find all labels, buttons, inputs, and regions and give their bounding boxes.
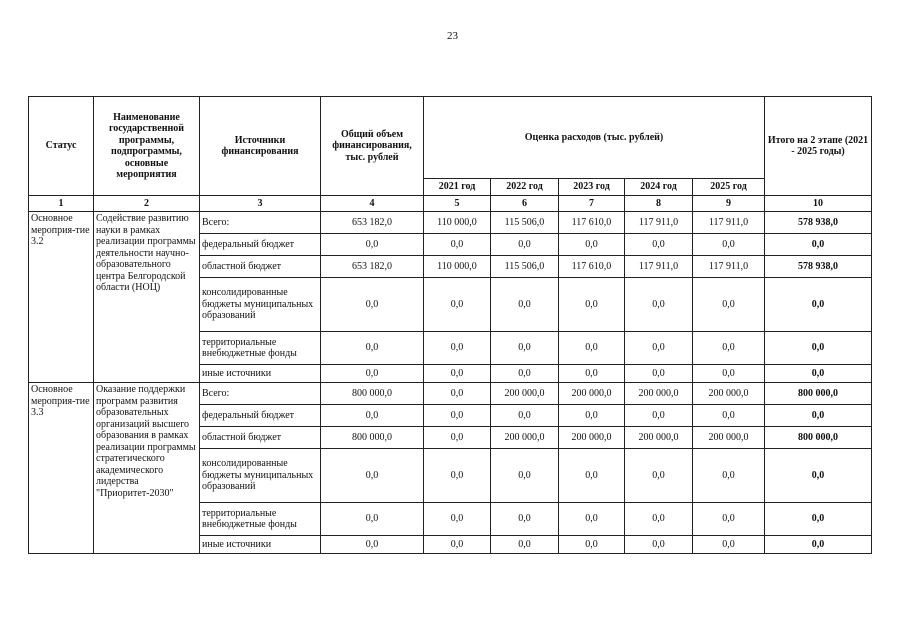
year-amount-cell: 0,0 [693, 503, 765, 536]
table-body [29, 212, 872, 554]
year-amount-cell: 0,0 [559, 405, 625, 427]
total-volume-cell: 653 182,0 [321, 212, 424, 234]
activity-name: Содействие развитию науки в рамках реализации программы деятельности научно-образовательного центра Белгородской области (НОЦ) [94, 212, 200, 383]
year-amount-cell: 0,0 [559, 332, 625, 365]
year-amount-cell: 0,0 [424, 278, 491, 332]
year-amount-cell: 0,0 [559, 449, 625, 503]
header-year: 2021 год [424, 179, 491, 196]
stage-total-cell: 578 938,0 [765, 212, 872, 234]
year-amount-cell: 0,0 [559, 365, 625, 383]
funding-source: федеральный бюджет [200, 234, 321, 256]
year-amount-cell: 117 610,0 [559, 256, 625, 278]
stage-total-cell: 0,0 [765, 332, 872, 365]
year-amount-cell: 0,0 [491, 332, 559, 365]
year-amount-cell: 0,0 [424, 503, 491, 536]
funding-source: иные источники [200, 365, 321, 383]
year-amount-cell: 0,0 [625, 365, 693, 383]
table-row [29, 212, 872, 234]
header-sources: Источники финансирования [200, 97, 321, 196]
funding-source: федеральный бюджет [200, 405, 321, 427]
year-amount-cell: 0,0 [693, 234, 765, 256]
header-year: 2025 год [693, 179, 765, 196]
year-amount-cell: 200 000,0 [559, 383, 625, 405]
total-volume-cell: 0,0 [321, 234, 424, 256]
activity-status: Основное мероприя-тие 3.2 [29, 212, 94, 383]
year-amount-cell: 0,0 [625, 503, 693, 536]
year-amount-cell: 0,0 [693, 536, 765, 554]
column-number: 6 [491, 196, 559, 212]
header-program-name: Наименование государственной программы, подпрограммы, основные мероприятия [94, 97, 200, 196]
column-number: 3 [200, 196, 321, 212]
year-amount-cell: 110 000,0 [424, 256, 491, 278]
column-number: 7 [559, 196, 625, 212]
year-amount-cell: 200 000,0 [625, 427, 693, 449]
total-volume-cell: 0,0 [321, 278, 424, 332]
column-number-row [29, 196, 872, 212]
year-amount-cell: 0,0 [491, 405, 559, 427]
year-amount-cell: 115 506,0 [491, 256, 559, 278]
column-number: 8 [625, 196, 693, 212]
stage-total-cell: 0,0 [765, 365, 872, 383]
year-amount-cell: 0,0 [625, 234, 693, 256]
year-amount-cell: 200 000,0 [491, 427, 559, 449]
year-amount-cell: 0,0 [625, 332, 693, 365]
total-volume-cell: 653 182,0 [321, 256, 424, 278]
year-amount-cell: 117 911,0 [693, 256, 765, 278]
column-number: 1 [29, 196, 94, 212]
year-amount-cell: 0,0 [491, 449, 559, 503]
year-amount-cell: 0,0 [424, 427, 491, 449]
page-number: 23 [447, 30, 458, 42]
funding-source: консолидированные бюджеты муниципальных образований [200, 449, 321, 503]
year-amount-cell: 117 911,0 [625, 256, 693, 278]
year-amount-cell: 0,0 [424, 234, 491, 256]
year-amount-cell: 0,0 [491, 365, 559, 383]
activity-status: Основное мероприя-тие 3.3 [29, 383, 94, 554]
total-volume-cell: 0,0 [321, 449, 424, 503]
stage-total-cell: 800 000,0 [765, 383, 872, 405]
column-number: 2 [94, 196, 200, 212]
year-amount-cell: 200 000,0 [491, 383, 559, 405]
year-amount-cell: 200 000,0 [625, 383, 693, 405]
year-amount-cell: 0,0 [559, 278, 625, 332]
year-amount-cell: 0,0 [693, 405, 765, 427]
total-volume-cell: 800 000,0 [321, 383, 424, 405]
stage-total-cell: 578 938,0 [765, 256, 872, 278]
header-year: 2024 год [625, 179, 693, 196]
total-volume-cell: 0,0 [321, 536, 424, 554]
year-amount-cell: 0,0 [491, 536, 559, 554]
year-amount-cell: 0,0 [559, 536, 625, 554]
year-amount-cell: 0,0 [625, 278, 693, 332]
funding-source: территориальные внебюджетные фонды [200, 503, 321, 536]
year-amount-cell: 200 000,0 [693, 383, 765, 405]
year-amount-cell: 0,0 [625, 405, 693, 427]
year-amount-cell: 0,0 [693, 332, 765, 365]
total-volume-cell: 0,0 [321, 365, 424, 383]
header-stage-total: Итого на 2 этапе (2021 - 2025 годы) [765, 97, 872, 196]
total-volume-cell: 0,0 [321, 332, 424, 365]
table-row [29, 383, 872, 405]
year-amount-cell: 200 000,0 [693, 427, 765, 449]
header-total-volume: Общий объем финансирования, тыс. рублей [321, 97, 424, 196]
funding-source: областной бюджет [200, 427, 321, 449]
stage-total-cell: 0,0 [765, 234, 872, 256]
stage-total-cell: 0,0 [765, 449, 872, 503]
column-number: 9 [693, 196, 765, 212]
column-number: 4 [321, 196, 424, 212]
year-amount-cell: 117 911,0 [693, 212, 765, 234]
header-estimate: Оценка расходов (тыс. рублей) [424, 97, 765, 179]
year-amount-cell: 0,0 [424, 405, 491, 427]
year-amount-cell: 0,0 [424, 332, 491, 365]
stage-total-cell: 0,0 [765, 503, 872, 536]
year-amount-cell: 0,0 [693, 449, 765, 503]
stage-total-cell: 0,0 [765, 278, 872, 332]
total-volume-cell: 0,0 [321, 503, 424, 536]
year-amount-cell: 117 911,0 [625, 212, 693, 234]
funding-source: иные источники [200, 536, 321, 554]
year-amount-cell: 115 506,0 [491, 212, 559, 234]
year-amount-cell: 0,0 [491, 234, 559, 256]
funding-source: Всего: [200, 383, 321, 405]
year-amount-cell: 0,0 [424, 383, 491, 405]
table-header [29, 97, 872, 212]
year-amount-cell: 117 610,0 [559, 212, 625, 234]
year-amount-cell: 0,0 [491, 503, 559, 536]
year-amount-cell: 0,0 [693, 365, 765, 383]
stage-total-cell: 0,0 [765, 536, 872, 554]
header-status: Статус [29, 97, 94, 196]
column-number: 10 [765, 196, 872, 212]
year-amount-cell: 0,0 [424, 365, 491, 383]
year-amount-cell: 200 000,0 [559, 427, 625, 449]
column-number: 5 [424, 196, 491, 212]
funding-source: Всего: [200, 212, 321, 234]
header-year: 2022 год [491, 179, 559, 196]
stage-total-cell: 0,0 [765, 405, 872, 427]
year-amount-cell: 0,0 [491, 278, 559, 332]
header-year: 2023 год [559, 179, 625, 196]
stage-total-cell: 800 000,0 [765, 427, 872, 449]
year-amount-cell: 0,0 [424, 449, 491, 503]
funding-source: консолидированные бюджеты муниципальных образований [200, 278, 321, 332]
year-amount-cell: 0,0 [625, 536, 693, 554]
activity-name: Оказание поддержки программ развития образовательных организаций высшего образования в рамках реализации программы стратегического академического лидерства "Приоритет-2030" [94, 383, 200, 554]
year-amount-cell: 0,0 [693, 278, 765, 332]
funding-source: территориальные внебюджетные фонды [200, 332, 321, 365]
year-amount-cell: 0,0 [559, 503, 625, 536]
total-volume-cell: 800 000,0 [321, 427, 424, 449]
year-amount-cell: 0,0 [424, 536, 491, 554]
year-amount-cell: 0,0 [559, 234, 625, 256]
year-amount-cell: 110 000,0 [424, 212, 491, 234]
financing-table [28, 96, 872, 554]
year-amount-cell: 0,0 [625, 449, 693, 503]
funding-source: областной бюджет [200, 256, 321, 278]
total-volume-cell: 0,0 [321, 405, 424, 427]
